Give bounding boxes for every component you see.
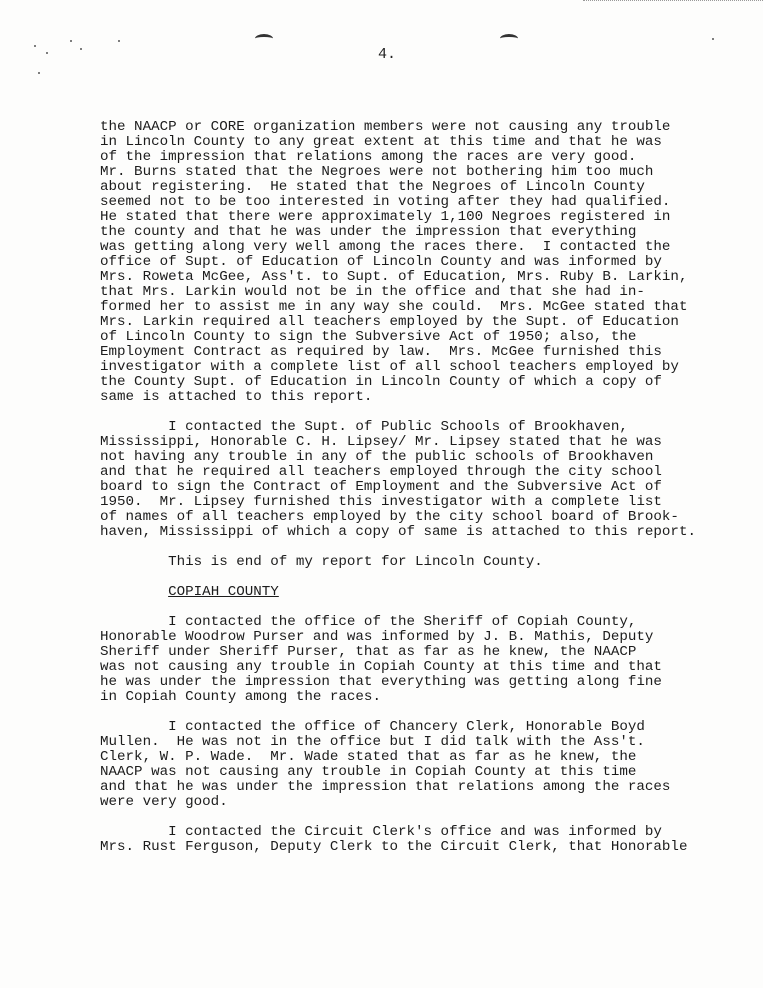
scan-speck	[118, 40, 120, 42]
text-line: Mullen. He was not in the office but I did talk with the Ass't.	[100, 734, 645, 750]
scan-speck	[38, 72, 40, 74]
top-edge-line	[583, 0, 763, 1]
text-line: He stated that there were approximately 1,100 Negroes registered in	[100, 209, 671, 225]
text-line: in Copiah County among the races.	[100, 689, 381, 705]
text-line: investigator with a complete list of all school teachers employed by	[100, 359, 679, 375]
text-line: Mrs. Rust Ferguson, Deputy Clerk to the Circuit Clerk, that Honorable	[100, 839, 688, 855]
text-line: and that he was under the impression that relations among the races	[100, 779, 671, 795]
paragraph-gap	[100, 705, 740, 720]
paragraph-gap	[100, 810, 740, 825]
paragraph-gap	[100, 405, 740, 420]
text-line: I contacted the office of the Sheriff of Copiah County,	[100, 614, 637, 630]
text-line: the county and that he was under the impression that everything	[100, 224, 637, 240]
text-line: and that he required all teachers employed through the city school	[100, 464, 662, 480]
paragraph	[100, 825, 740, 855]
text-line: of Lincoln County to sign the Subversive Act of 1950; also, the	[100, 329, 637, 345]
text-line: was getting along very well among the races there. I contacted the	[100, 239, 671, 255]
text-line: Honorable Woodrow Purser and was informed by J. B. Mathis, Deputy	[100, 629, 654, 645]
text-line: I contacted the Supt. of Public Schools of Brookhaven,	[100, 419, 628, 435]
document-body	[100, 120, 740, 855]
text-line: Mr. Burns stated that the Negroes were not bothering him too much	[100, 164, 654, 180]
text-line: 1950. Mr. Lipsey furnished this investigator with a complete list	[100, 494, 662, 510]
text-line: in Lincoln County to any great extent at this time and that he was	[100, 134, 662, 150]
paragraph-gap	[100, 600, 740, 615]
text-line: formed her to assist me in any way she could. Mrs. McGee stated that	[100, 299, 688, 315]
text-line: COPIAH COUNTY	[168, 584, 279, 600]
text-line: seemed not to be too interested in voting after they had qualified.	[100, 194, 671, 210]
text-line: haven, Mississippi of which a copy of same is attached to this report.	[100, 524, 696, 540]
scan-speck	[712, 38, 714, 40]
text-line: he was under the impression that everything was getting along fine	[100, 674, 662, 690]
paragraph	[100, 720, 740, 810]
text-line: about registering. He stated that the Negroes of Lincoln County	[100, 179, 645, 195]
text-line: board to sign the Contract of Employment and the Subversive Act of	[100, 479, 662, 495]
text-line: of names of all teachers employed by the city school board of Brook-	[100, 509, 679, 525]
text-line: the County Supt. of Education in Lincoln County of which a copy of	[100, 374, 662, 390]
paragraph-gap	[100, 570, 740, 585]
text-line: was not causing any trouble in Copiah County at this time and that	[100, 659, 662, 675]
text-line: I contacted the Circuit Clerk's office and was informed by	[100, 824, 662, 840]
paragraph	[100, 420, 740, 540]
text-line: Clerk, W. P. Wade. Mr. Wade stated that as far as he knew, the	[100, 749, 637, 765]
section-heading	[100, 585, 740, 600]
paragraph	[100, 120, 740, 405]
punch-mark-left	[255, 34, 273, 43]
text-line: same is attached to this report.	[100, 389, 373, 405]
text-line: not having any trouble in any of the public schools of Brookhaven	[100, 449, 654, 465]
text-line: Mrs. Roweta McGee, Ass't. to Supt. of Education, Mrs. Ruby B. Larkin,	[100, 269, 688, 285]
punch-mark-right	[500, 34, 518, 43]
text-line: Sheriff under Sheriff Purser, that as far as he knew, the NAACP	[100, 644, 637, 660]
text-line: were very good.	[100, 794, 228, 810]
text-line: the NAACP or CORE organization members were not causing any trouble	[100, 119, 671, 135]
paragraph-gap	[100, 540, 740, 555]
text-line: I contacted the office of Chancery Clerk, Honorable Boyd	[100, 719, 645, 735]
paragraph	[100, 555, 740, 570]
page-number: 4.	[378, 46, 397, 63]
scan-speck	[80, 48, 82, 50]
text-line: of the impression that relations among the races are very good.	[100, 149, 637, 165]
scan-speck	[34, 45, 36, 47]
text-line: office of Supt. of Education of Lincoln County and was informed by	[100, 254, 662, 270]
scan-speck	[46, 52, 48, 54]
paragraph	[100, 615, 740, 705]
scan-speck	[70, 40, 72, 42]
text-line: that Mrs. Larkin would not be in the office and that she had in-	[100, 284, 645, 300]
text-line: Mrs. Larkin required all teachers employed by the Supt. of Education	[100, 314, 679, 330]
text-line: Mississippi, Honorable C. H. Lipsey/ Mr. Lipsey stated that he was	[100, 434, 662, 450]
text-line: NAACP was not causing any trouble in Copiah County at this time	[100, 764, 637, 780]
text-line: This is end of my report for Lincoln County.	[100, 554, 543, 570]
text-line: Employment Contract as required by law. Mrs. McGee furnished this	[100, 344, 662, 360]
